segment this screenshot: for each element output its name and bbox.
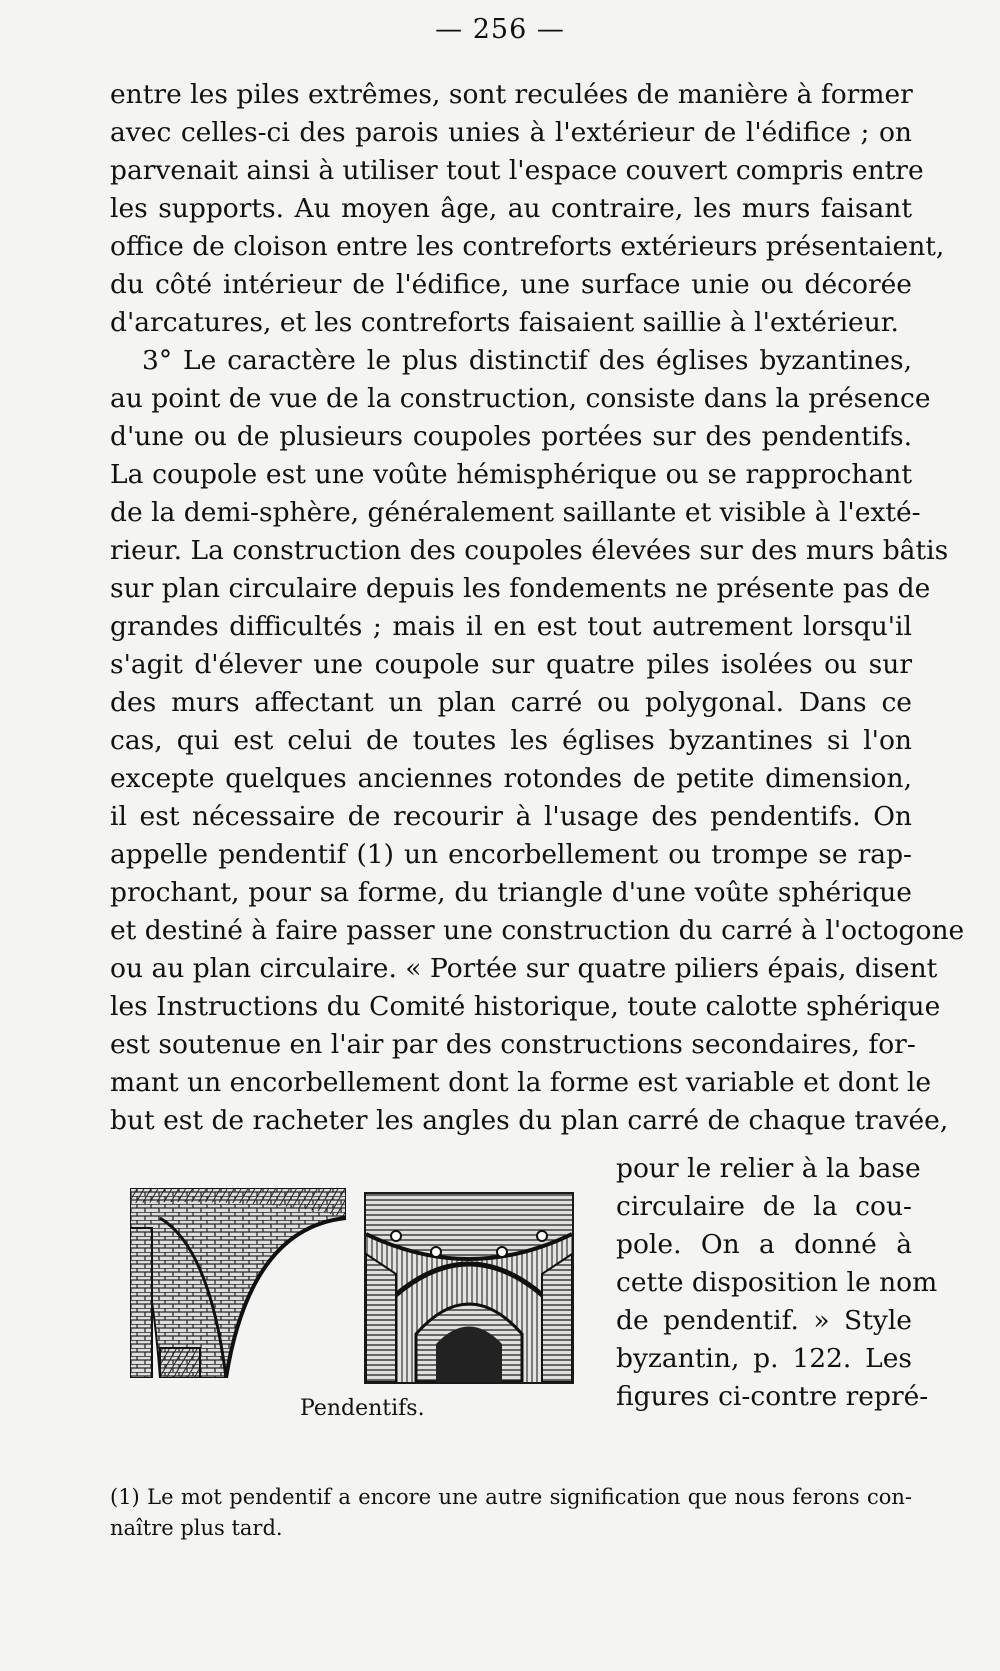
- text-line: pour le relier à la base: [616, 1153, 921, 1184]
- text-line: byzantin, p. 122. Les: [616, 1343, 912, 1374]
- text-line: La coupole est une voûte hémisphérique ou se rapprochant: [110, 459, 912, 490]
- footnote-line: naître plus tard.: [110, 1516, 283, 1540]
- text-line: circulaire de la cou-: [616, 1191, 912, 1222]
- text-line: cette disposition le nom: [616, 1267, 938, 1298]
- text-line: grandes difficultés ; mais il en est tout autrement lorsqu'il: [110, 611, 912, 642]
- text-line: il est nécessaire de recourir à l'usage des pendentifs. On: [110, 801, 912, 832]
- text-line: prochant, pour sa forme, du triangle d'une voûte sphérique: [110, 877, 912, 908]
- text-line: les Instructions du Comité historique, toute calotte sphérique: [110, 991, 941, 1022]
- text-line: cas, qui est celui de toutes les églises byzantines si l'on: [110, 725, 912, 756]
- dome-interior-engraving: [364, 1192, 574, 1384]
- text-line: au point de vue de la construction, consiste dans la présence: [110, 383, 931, 414]
- page-number: — 256 —: [435, 14, 565, 45]
- text-line: du côté intérieur de l'édifice, une surface unie ou décorée: [110, 269, 912, 300]
- text-line: figures ci-contre repré-: [616, 1381, 929, 1412]
- text-line: s'agit d'élever une coupole sur quatre piles isolées ou sur: [110, 649, 912, 680]
- text-line: d'arcatures, et les contreforts faisaient saillie à l'extérieur.: [110, 307, 899, 338]
- footnote-line: (1) Le mot pendentif a encore une autre signification que nous ferons con-: [110, 1485, 912, 1509]
- text-line: but est de racheter les angles du plan carré de chaque travée,: [110, 1105, 949, 1136]
- text-line: entre les piles extrêmes, sont reculées de manière à former: [110, 79, 913, 110]
- text-line: les supports. Au moyen âge, au contraire, les murs faisant: [110, 193, 912, 224]
- text-line: et destiné à faire passer une construction du carré à l'octogone: [110, 915, 965, 946]
- text-line: de la demi-sphère, généralement saillante et visible à l'exté-: [110, 497, 921, 528]
- text-line: rieur. La construction des coupoles élevées sur des murs bâtis: [110, 535, 949, 566]
- pendentive-engraving-left: [130, 1188, 346, 1378]
- text-line: de pendentif. » Style: [616, 1305, 912, 1336]
- text-line: excepte quelques anciennes rotondes de petite dimension,: [110, 763, 912, 794]
- text-line: 3° Le caractère le plus distinctif des églises byzantines,: [142, 345, 912, 376]
- figure-caption: Pendentifs.: [300, 1396, 425, 1421]
- text-line: des murs affectant un plan carré ou polygonal. Dans ce: [110, 687, 912, 718]
- text-line: pole. On a donné à: [616, 1229, 912, 1260]
- text-line: appelle pendentif (1) un encorbellement ou trompe se rap-: [110, 839, 912, 870]
- text-line: est soutenue en l'air par des constructions secondaires, for-: [110, 1029, 916, 1060]
- text-line: avec celles-ci des parois unies à l'extérieur de l'édifice ; on: [110, 117, 912, 148]
- text-line: mant un encorbellement dont la forme est variable et dont le: [110, 1067, 932, 1098]
- text-line: ou au plan circulaire. « Portée sur quatre piliers épais, disent: [110, 953, 938, 984]
- text-line: parvenait ainsi à utiliser tout l'espace couvert compris entre: [110, 155, 924, 186]
- text-line: sur plan circulaire depuis les fondements ne présente pas de: [110, 573, 931, 604]
- text-line: d'une ou de plusieurs coupoles portées sur des pendentifs.: [110, 421, 912, 452]
- text-line: office de cloison entre les contreforts extérieurs présentaient,: [110, 231, 945, 262]
